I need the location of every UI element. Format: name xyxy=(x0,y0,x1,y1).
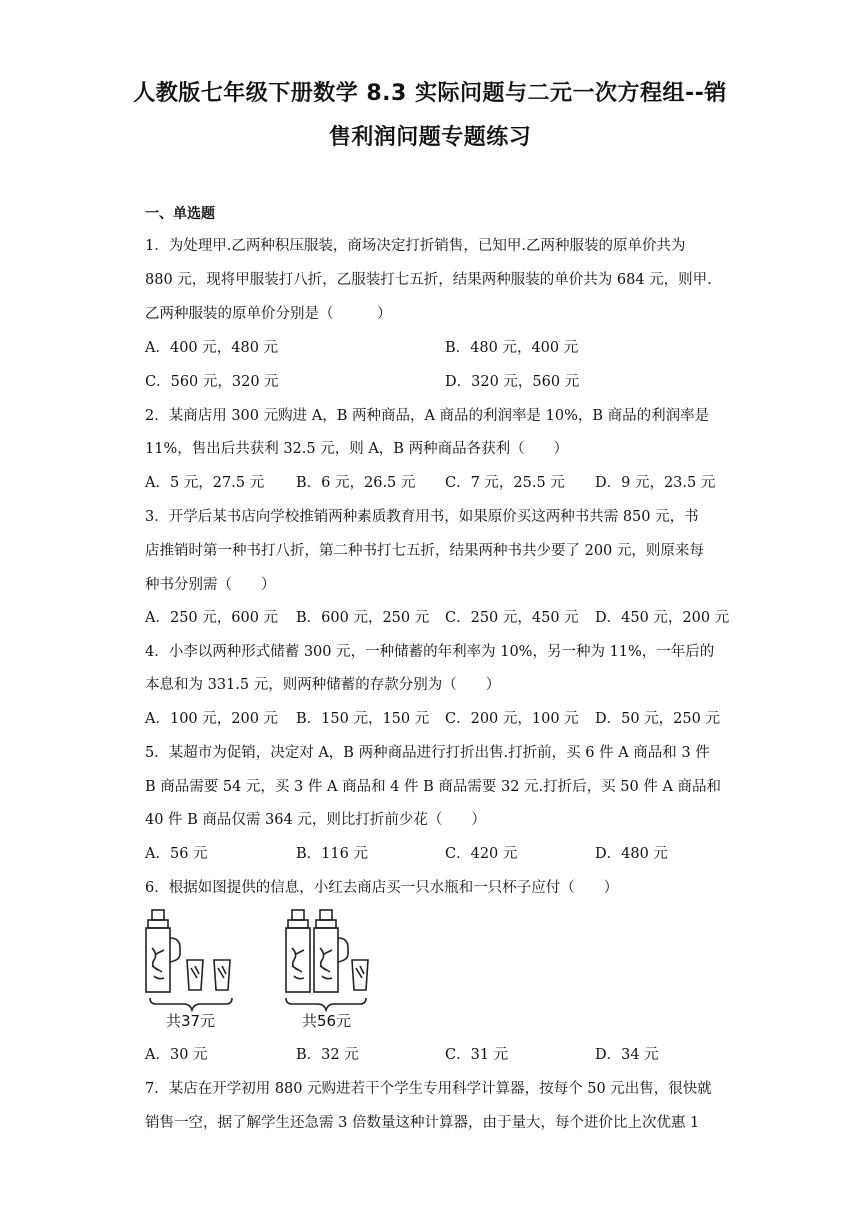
question-2-line-2: 11%，售出后共获利 32.5 元，则 A，B 两种商品各获利（ ） xyxy=(145,441,569,457)
question-4-line-1: 4．小李以两种形式储蓄 300 元，一种储蓄的年利率为 10%，另一种为 11%，一年后的 xyxy=(145,644,715,660)
section-heading: 一、单选题 xyxy=(145,206,215,222)
question-3-option-d: D．450 元，200 元 xyxy=(595,610,730,626)
question-4-line-2: 本息和为 331.5 元，则两种储蓄的存款分别为（ ） xyxy=(145,677,501,693)
page-title-line-2: 售利润问题专题练习 xyxy=(328,125,532,150)
question-5-line-2: B 商品需要 54 元，买 3 件 A 商品和 4 件 B 商品需要 32 元.打折后，买 50 件 A 商品和 xyxy=(145,779,722,795)
question-3-line-3: 种书分别需（ ） xyxy=(145,577,276,593)
right-bottle-2-icon xyxy=(314,910,348,992)
left-brace-icon xyxy=(150,998,232,1010)
right-cup-icon xyxy=(352,960,368,990)
bottle-and-cup-illustration xyxy=(140,908,400,1030)
question-5-option-d: D．480 元 xyxy=(595,846,668,862)
question-5-line-3: 40 件 B 商品仅需 364 元，则比打折前少花（ ） xyxy=(145,812,486,828)
question-2-option-b: B．6 元，26.5 元 xyxy=(296,475,416,491)
question-1-option-d: D．320 元，560 元 xyxy=(445,374,580,390)
question-6-option-d: D．34 元 xyxy=(595,1047,659,1063)
question-6-option-c: C．31 元 xyxy=(445,1047,509,1063)
left-cup-2-icon xyxy=(214,960,230,990)
left-bottle-icon xyxy=(146,910,180,992)
question-6-figure xyxy=(140,908,400,1030)
question-3-option-a: A．250 元，600 元 xyxy=(145,610,279,626)
question-1-option-a: A．400 元，480 元 xyxy=(145,340,279,356)
question-2-option-d: D．9 元，23.5 元 xyxy=(595,475,716,491)
left-cup-1-icon xyxy=(187,960,203,990)
question-5-option-b: B．116 元 xyxy=(296,846,368,862)
right-figure-caption: 共56元 xyxy=(302,1012,352,1030)
question-3-option-c: C．250 元，450 元 xyxy=(445,610,579,626)
question-6-option-a: A．30 元 xyxy=(145,1047,208,1063)
right-brace-icon xyxy=(286,998,366,1010)
right-bottle-1-icon xyxy=(286,910,310,992)
question-2-line-1: 2．某商店用 300 元购进 A，B 两种商品，A 商品的利润率是 10%，B 商品的利润率是 xyxy=(145,408,710,424)
question-4-option-d: D．50 元，250 元 xyxy=(595,711,720,727)
question-1-option-c: C．560 元，320 元 xyxy=(145,374,279,390)
question-5-option-c: C．420 元 xyxy=(445,846,518,862)
question-3-option-b: B．600 元，250 元 xyxy=(296,610,430,626)
question-3-line-2: 店推销时第一种书打八折，第二种书打七五折，结果两种书共少要了 200 元，则原来每 xyxy=(145,543,704,559)
left-figure-caption: 共37元 xyxy=(166,1012,216,1030)
question-7-line-1: 7．某店在开学初用 880 元购进若干个学生专用科学计算器，按每个 50 元出售，很快就 xyxy=(145,1081,712,1097)
question-5-option-a: A．56 元 xyxy=(145,846,208,862)
question-1-line-1: 1．为处理甲.乙两种积压服装，商场决定打折销售，已知甲.乙两种服装的原单价共为 xyxy=(145,238,686,254)
question-1-line-3: 乙两种服装的原单价分别是（ ） xyxy=(145,306,392,322)
question-7-line-2: 销售一空，据了解学生还急需 3 倍数量这种计算器，由于量大，每个进价比上次优惠 1 xyxy=(145,1115,700,1131)
page-title-line-1: 人教版七年级下册数学 8.3 实际问题与二元一次方程组--销 xyxy=(133,81,727,106)
question-5-line-1: 5．某超市为促销，决定对 A，B 两种商品进行打折出售.打折前，买 6 件 A 商品和 3 件 xyxy=(145,745,710,761)
question-3-line-1: 3．开学后某书店向学校推销两种素质教育用书，如果原价买这两种书共需 850 元，书 xyxy=(145,509,699,525)
question-4-option-a: A．100 元，200 元 xyxy=(145,711,279,727)
question-1-line-2: 880 元，现将甲服装打八折，乙服装打七五折，结果两种服装的单价共为 684 元，则甲. xyxy=(145,272,712,288)
question-6-line-1: 6．根据如图提供的信息，小红去商店买一只水瓶和一只杯子应付（ ） xyxy=(145,880,619,896)
question-1-option-b: B．480 元，400 元 xyxy=(445,340,579,356)
question-4-option-c: C．200 元，100 元 xyxy=(445,711,579,727)
question-2-option-a: A．5 元，27.5 元 xyxy=(145,475,265,491)
question-2-option-c: C．7 元，25.5 元 xyxy=(445,475,565,491)
question-6-option-b: B．32 元 xyxy=(296,1047,359,1063)
question-4-option-b: B．150 元，150 元 xyxy=(296,711,430,727)
